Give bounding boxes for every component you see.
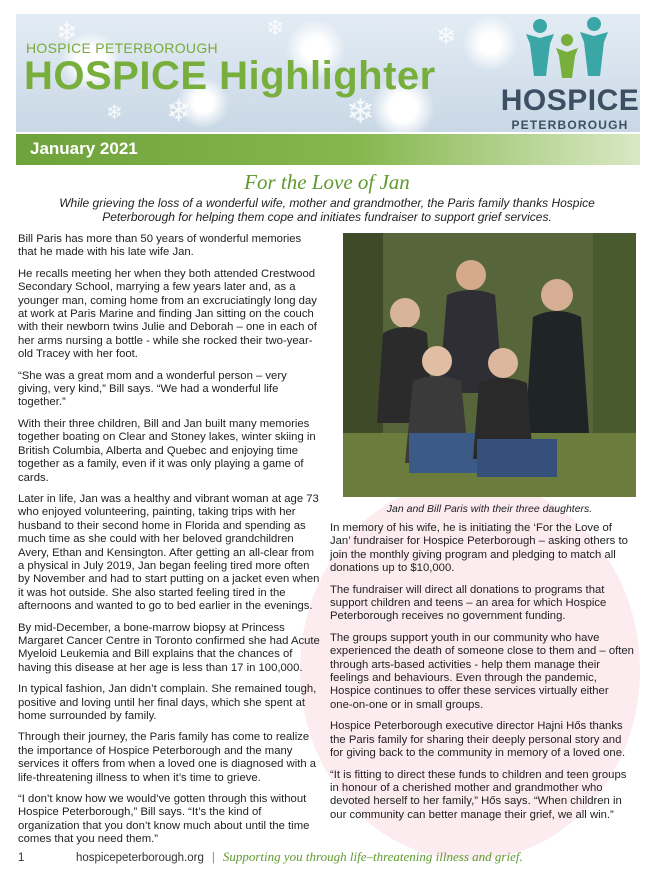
snowflake-icon: ❄: [106, 100, 123, 124]
family-photo: [343, 233, 636, 497]
article-paragraph: In typical fashion, Jan didn’t complain. She remained tough, positive and loving until her final days, which she spent at home surrounded by family.: [18, 683, 317, 722]
article-subhead: While grieving the loss of a wonderful wife, mother and grandmother, the Paris family thanks Hospice Peterborough for helping them cope and initiates fundraiser to support grief services.: [59, 196, 595, 224]
page-number: 1: [18, 852, 25, 864]
snowflake-icon: ❄: [346, 92, 375, 132]
snowflake-icon: ❄: [56, 18, 78, 48]
website-link[interactable]: hospicepeterborough.org: [76, 852, 204, 864]
article-paragraph: “It is fitting to direct these funds to children and teen groups in honour of a cherished mother and grandmother who devoted herself to her family,” Hős says. “When children in our community can better manage their grief, we all win.”: [330, 768, 627, 821]
snowflake-icon: ❄: [266, 16, 285, 41]
article-paragraph: The groups support youth in our community who have experienced the death of someone close to them and – often through arts-based activities - help them manage their feelings and behaviours. Even through the pandemic, Hospice continues to offer these services virtually either one-on-one or in small groups.: [330, 631, 634, 711]
article-right-column: [330, 522, 634, 830]
logo-subtext: PETERBOROUGH: [511, 118, 629, 132]
snowflake-icon: ❄: [436, 22, 457, 50]
article-paragraph: Bill Paris has more than 50 years of wonderful memories that he made with his late wife Jan.: [18, 233, 302, 259]
org-name-small: HOSPICE PETERBOROUGH: [26, 40, 218, 56]
article-paragraph: “I don’t know how we would’ve gotten through this without Hospice Peterborough,” Bill says. “It’s the kind of organization that you don’t know much about until the time comes that you need them.”: [18, 793, 310, 846]
newsletter-title: HOSPICE Highlighter: [24, 54, 436, 98]
article-paragraph: In memory of his wife, he is initiating the ‘For the Love of Jan’ fundraiser for Hospice Peterborough – asking others to join the monthly giving program and pledging to match all donations up to $10,000.: [330, 522, 628, 575]
article-paragraph: Later in life, Jan was a healthy and vibrant woman at age 73 who enjoyed volunteering, painting, taking trips with her husband to their second home in Florida and spending as much time as she could with her beloved grandchildren Avery, Ethan and Kensington. After getting an all-clear from a physical in July 2019, Jan began feeling tired more often by November and had to start putting on a jacket even when it was hot outside. She also started feeling tired in the afternoons and wanted to go to bed earlier in the evenings.: [18, 492, 320, 613]
page-footer: [18, 849, 638, 865]
footer-tagline: Supporting you through life–threatening illness and grief.: [222, 849, 523, 864]
article-paragraph: He recalls meeting her when they both attended Crestwood Secondary School, marrying a few years later and, as a younger man, coming home from an excruciatingly long day at work at Paris Marine and finding Jan sitting on the couch with their newborn twins Julie and Deborah – one in each of her arms nursing a bottle - while she rocked their two-year-old Tracey with her foot.: [18, 267, 317, 361]
photo-caption: Jan and Bill Paris with their three daughters.: [386, 503, 593, 515]
article-paragraph: Hospice Peterborough executive director Hajni Hős thanks the Paris family for sharing their deeply personal story and for giving back to the community in memory of a loved one.: [330, 720, 626, 760]
article-paragraph: The fundraiser will direct all donations to programs that support children and teens – an area for which Hospice Peterborough receives no government funding.: [330, 583, 607, 623]
article-paragraph: By mid-December, a bone-marrow biopsy at Princess Margaret Cancer Centre in Toronto confirmed she had Acute Myeloid Leukemia and Bill explains that the chances of having this disease at her age is less than 17 in 100,000.: [18, 621, 320, 674]
logo-wordmark: HOSPICE: [500, 84, 640, 117]
article-headline: For the Love of Jan: [244, 170, 410, 194]
snowflake-icon: ❄: [166, 94, 192, 129]
issue-date-band: [16, 134, 640, 165]
footer-separator: |: [211, 852, 215, 864]
article-paragraph: Through their journey, the Paris family has come to realize the importance of Hospice Peterborough and the many services it offers from when a loved one is diagnosed with a life-threatening illness to when it’s time to grieve.: [18, 731, 317, 784]
masthead: [16, 14, 640, 132]
article-left-column: [18, 233, 320, 855]
article-paragraph: “She was a great mom and a wonderful person – very giving, very kind,” Bill says. “We had a wonderful life together.”: [18, 369, 287, 409]
issue-date: January 2021: [30, 139, 138, 158]
article-paragraph: With their three children, Bill and Jan built many memories together boating on Clear and Stoney lakes, winter skiing in British Columbia, Alberta and Quebec and enjoying time together as a family, even if it was only playing a game of cards.: [18, 417, 316, 484]
